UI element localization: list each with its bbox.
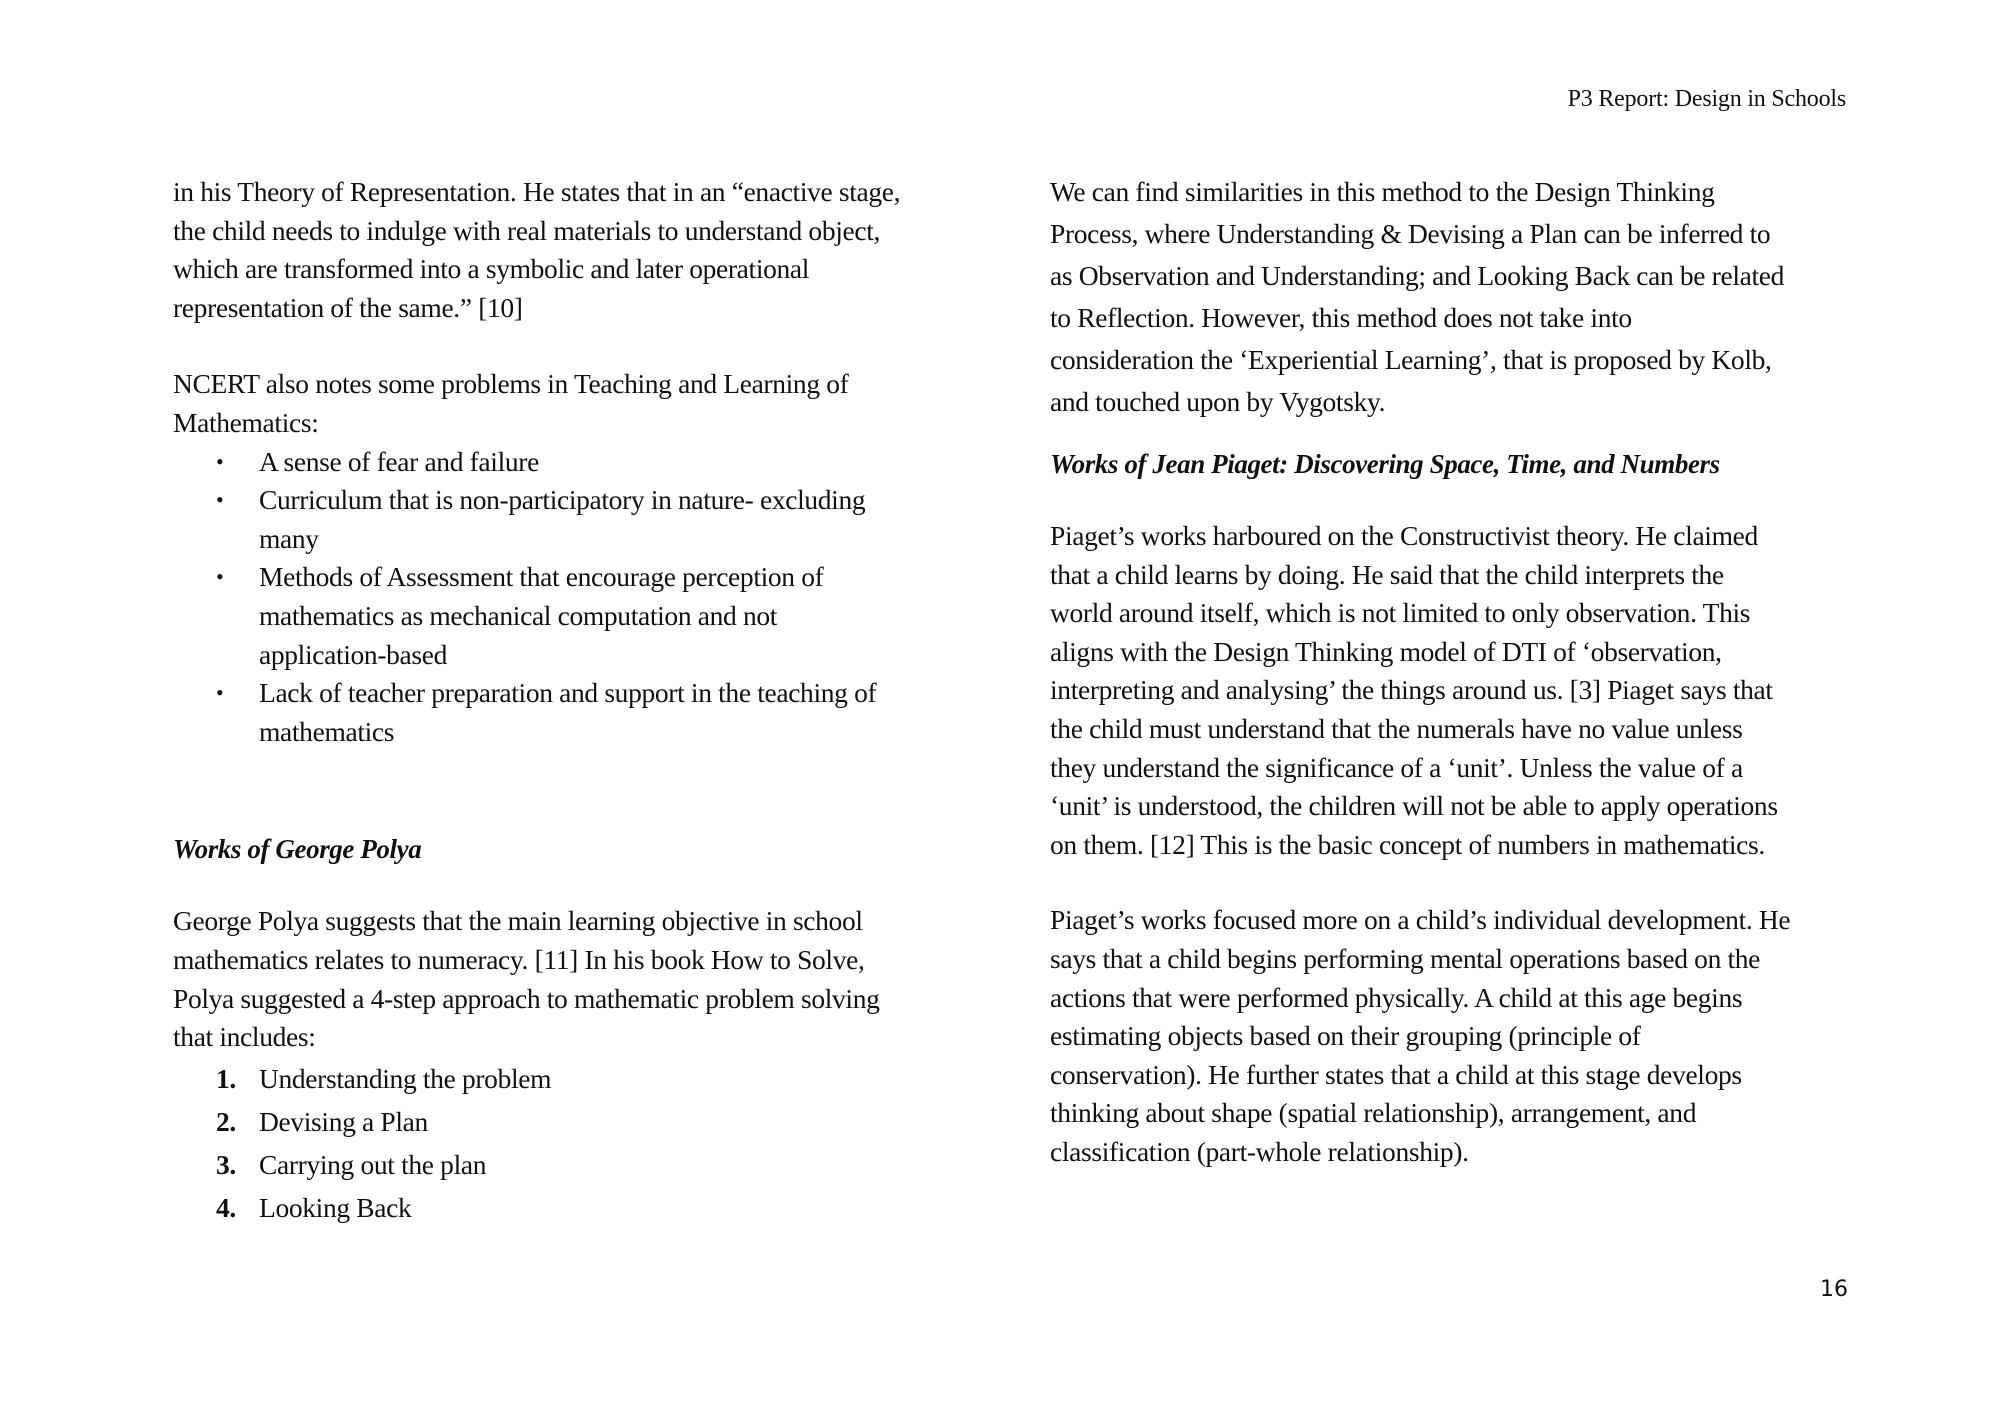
text-line: representation of the same.” [10]: [173, 291, 523, 323]
list-item: [173, 674, 1003, 751]
list-item: [173, 481, 1003, 558]
bullet-icon: •: [216, 448, 224, 474]
text-line: classification (part-whole relationship).: [1050, 1135, 1469, 1167]
bullet-icon: •: [216, 487, 224, 513]
list-number: 1.: [216, 1062, 236, 1094]
list-number: 3.: [216, 1148, 236, 1180]
list-item: [173, 558, 1003, 674]
polya-steps-list: [173, 1057, 1003, 1229]
text-line: Looking Back: [259, 1191, 412, 1223]
text-line: conservation). He further states that a child at this stage develops: [1050, 1058, 1742, 1090]
left-column: [173, 173, 1003, 1229]
text-line: consideration the ‘Experiential Learning’, that is proposed by Kolb,: [1050, 344, 1772, 375]
text-line: application-based: [259, 638, 448, 670]
text-line: A sense of fear and failure: [259, 445, 539, 477]
text-line: actions that were performed physically. A child at this age begins: [1050, 981, 1743, 1013]
text-line: Carrying out the plan: [259, 1148, 487, 1180]
problems-list: [173, 443, 1003, 752]
list-item: [173, 1143, 1003, 1186]
section-heading-polya: Works of George Polya: [173, 834, 422, 865]
list-number: 2.: [216, 1105, 236, 1137]
text-line: Devising a Plan: [259, 1105, 428, 1137]
text-line: they understand the significance of a ‘unit’. Unless the value of a: [1050, 751, 1743, 783]
bullet-icon: •: [216, 680, 224, 706]
list-item: [173, 1057, 1003, 1100]
text-line: aligns with the Design Thinking model of DTI of ‘observation,: [1050, 635, 1722, 667]
section-heading-piaget: Works of Jean Piaget: Discovering Space, Time, and Numbers: [1050, 449, 1720, 479]
piaget-paragraph-2: [1050, 901, 1910, 1171]
polya-paragraph: [173, 902, 1003, 1056]
text-line: that a child learns by doing. He said that the child interprets the: [1050, 558, 1724, 590]
piaget-paragraph-1: [1050, 517, 1910, 864]
text-line: mathematics: [259, 715, 395, 747]
right-column: [1050, 173, 1910, 1172]
list-number: 4.: [216, 1191, 236, 1223]
page-number: 16: [1820, 1277, 1848, 1302]
text-line: We can find similarities in this method to the Design Thinking: [1050, 176, 1715, 207]
text-line: Understanding the problem: [259, 1062, 552, 1094]
text-line: Process, where Understanding & Devising a Plan can be inferred to: [1050, 218, 1771, 249]
text-line: estimating objects based on their grouping (principle of: [1050, 1020, 1641, 1052]
text-line: mathematics as mechanical computation and not: [259, 599, 778, 631]
text-line: Piaget’s works harboured on the Constructivist theory. He claimed: [1050, 520, 1758, 551]
running-header: P3 Report: Design in Schools: [1567, 86, 1846, 112]
text-line: interpreting and analysing’ the things around us. [3] Piaget says that: [1050, 674, 1773, 706]
list-item: [173, 1100, 1003, 1143]
text-line: to Reflection. However, this method does not take into: [1050, 302, 1632, 333]
text-line: Lack of teacher preparation and support in the teaching of: [259, 677, 877, 709]
text-line: ‘unit’ is understood, the children will not be able to apply operations: [1050, 790, 1778, 822]
list-item: [173, 1186, 1003, 1229]
text-line: the child must understand that the numerals have no value unless: [1050, 712, 1743, 744]
bullet-icon: •: [216, 564, 224, 590]
text-line: says that a child begins performing mental operations based on the: [1050, 942, 1761, 974]
text-line: many: [259, 522, 319, 554]
text-line: Methods of Assessment that encourage perception of: [259, 561, 824, 593]
text-line: George Polya suggests that the main learning objective in school: [173, 905, 863, 937]
text-line: thinking about shape (spatial relationship), arrangement, and: [1050, 1097, 1697, 1129]
text-line: and touched upon by Vygotsky.: [1050, 386, 1386, 417]
text-line: in his Theory of Representation. He states that in an “enactive stage,: [173, 176, 901, 207]
text-line: Piaget’s works focused more on a child’s individual development. He: [1050, 904, 1791, 936]
text-line: Curriculum that is non-participatory in nature- excluding: [259, 484, 866, 516]
text-line: NCERT also notes some problems in Teaching and Learning of: [173, 368, 849, 400]
text-line: Polya suggested a 4-step approach to mathematic problem solving: [173, 982, 880, 1014]
text-line: which are transformed into a symbolic and later operational: [173, 253, 810, 285]
list-item: [173, 443, 1003, 482]
ncert-paragraph: [173, 365, 1003, 442]
text-line: on them. [12] This is the basic concept of numbers in mathematics.: [1050, 828, 1765, 860]
text-line: Mathematics:: [173, 406, 319, 438]
text-line: world around itself, which is not limited to only observation. This: [1050, 597, 1751, 629]
similarities-paragraph: [1050, 171, 1910, 423]
text-line: mathematics relates to numeracy. [11] In his book How to Solve,: [173, 943, 865, 975]
text-line: the child needs to indulge with real materials to understand object,: [173, 214, 881, 246]
text-line: that includes:: [173, 1021, 316, 1053]
text-line: as Observation and Understanding; and Looking Back can be related: [1050, 260, 1785, 291]
intro-paragraph: [173, 173, 1003, 327]
